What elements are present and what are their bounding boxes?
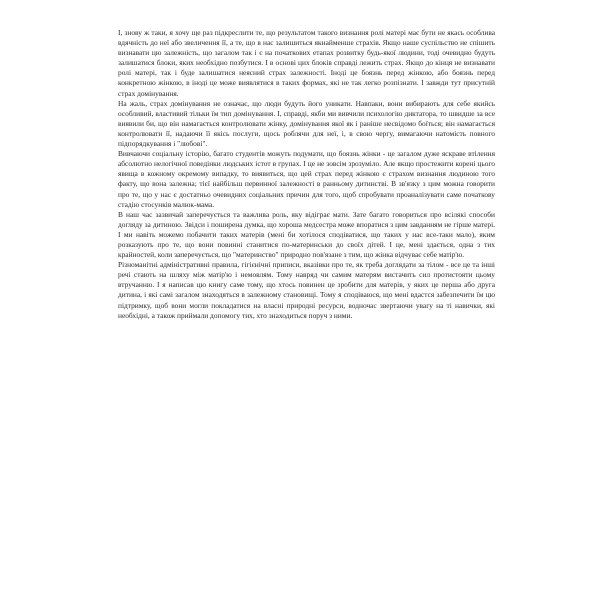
paragraph-1: І, знову ж таки, я хочу ще раз підкреслити те, що результатом такого визнання ролі матері має бути не якась особлива вдячність до неї або звеличення її, а те, що в нас залишиться якнайменше страхів. Якщо наше суспільство не спішить визнавати цю залежність, що загалом так і є на початкових етапах розвитку будь-якої людини, тоді очевидно будуть залишатися блоки, яких необхідно позбутися. І в основі цих блоків справді лежить страх. Якщо до кінця не визнавати ролі матері, так і буде залишатися неясний страх залежності. Іноді це боязнь перед жінкою, або боязнь перед конкретною жінкою, в іноді це може виявлятися в таких формах, які не так легко розпізнати. І завжди тут присутній страх домінування. [118, 28, 495, 98]
paragraph-5: Різноманітні адміністративні правила, гігієнічні приписи, вказівки про те, як треба доглядати за тілом - все це та інші речі стають на шляху між матір'ю і немовлям. Тому навряд чи самим матерям вистачить сил протистояти цьому втручанню. І я написав цю книгу саме тому, що хтось повинен це зробити для матерів, у яких це перша або друга дитина, і які самі загалом знаходяться в залежному становищі. Тому я сподіваюся, що мені вдастся забезпечити їм цю підтримку, щоб вони могли покладатися на власні природні ресурси, водночас звертаючи увагу на ті навички, які необхідні, а також приймали допомогу тих, хто знаходиться поруч з ними. [118, 260, 495, 320]
paragraph-3: Вивчаючи соціальну історію, багато студентів можуть подумати, що боязнь жінки - це загалом дуже яскраве втілення абсолютно нелогічної поведінки людських істот в групах. І це не зовсім зрозуміло. Але якщо простежити корені цього явища в кожному окремому випадку, то виявиться, що цей страх перед жінкою є страхом визнання людиною того факту, що вона залежна; тієї найбільш первинної залежності в ранньому дитинстві. В зв'язку з цим можна говорити про те, що у нас є достатньо очевидних соціальних причин для того, щоб спробувати проаналізувати саме початкову стадію стосунків малюк-мама. [118, 149, 495, 209]
paragraph-4: В наш час зазвичай заперечується та важлива роль, яку відіграє мати. Зате багато говориться про всілякі способи догляду за дитиною. Звідси і поширена думка, що хороша медсестра може впоратися з цим завданням не гірше матері. І ми навіть можемо побачити таких матерів (мені би хотілося сподіватися, що таких у нас все-таки мало), яким розказують про те, що вони повинні станитися по-материнськи до своїх дітей. І це, мені здається, одна з тих крайностей, коли заперечується, що "материнство" природно пов'язане з тим, що жінка відчуває себе матір'ю. [118, 209, 495, 260]
paragraph-2: На жаль, страх домінування не означає, що люди будуть його уникати. Навпаки, вони вибирають для себе якийсь особливий, властивий тільки їм тип домінування. І, справді, якби ми вивчили психологію диктатора, то швидше за все виявили би, що він намагається контролювати жінку, домінування якої як і раніше несвідомо боїться; він намагається контролювати її, надаючи її якісь послуги, щось роблячи для неї, і, в свою чергу, вимагаючи натомість повного підпорядкування і "любові". [118, 98, 495, 149]
body-text [118, 28, 495, 321]
